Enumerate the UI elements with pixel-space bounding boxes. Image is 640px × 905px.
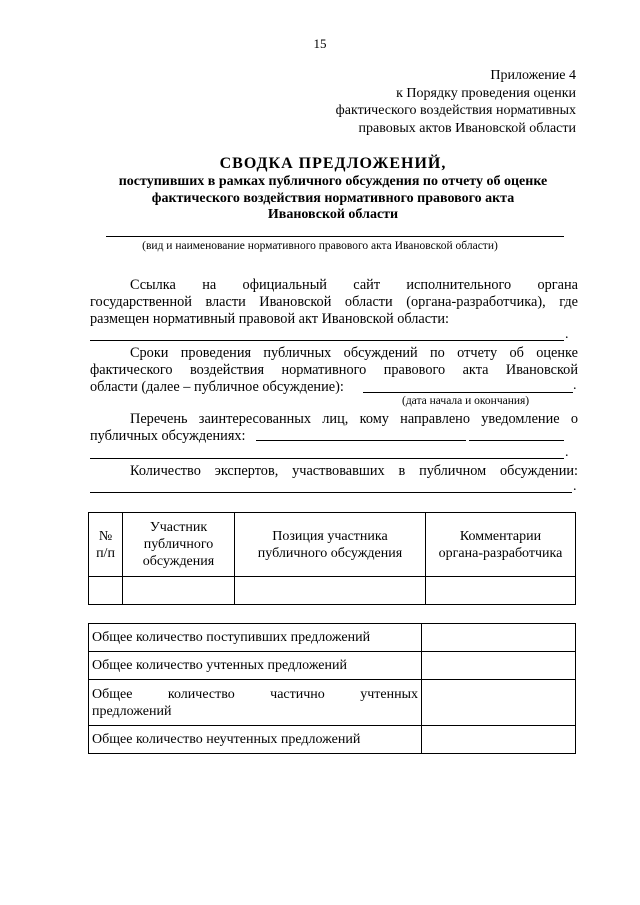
table-cell	[426, 577, 576, 605]
appendix-line: Приложение 4	[490, 68, 576, 83]
title-line: Ивановской области	[267, 207, 399, 222]
summary-value	[422, 624, 576, 652]
period: .	[573, 479, 577, 494]
header-cell-position	[235, 513, 426, 577]
header-text: №	[98, 528, 113, 544]
experts-blank-line	[90, 492, 572, 493]
table-row	[89, 577, 576, 605]
header-cell-participant	[123, 513, 235, 577]
summary-value	[422, 680, 576, 726]
appendix-line: фактического воздействия нормативных	[335, 103, 576, 118]
list-blank-line-2	[469, 440, 564, 441]
header-text: публичного	[143, 537, 214, 552]
header-text: Участник	[149, 520, 208, 535]
link-line: размещен нормативный правовой акт Ивановской области:	[90, 311, 449, 327]
table-cell	[89, 577, 123, 605]
header-text: Позиция участника	[272, 528, 388, 544]
experts-line: Количество экспертов, участвовавших в публичном обсуждении:	[130, 463, 578, 479]
table-row	[89, 652, 576, 680]
table-header-row	[89, 513, 576, 577]
summary-label: Общее количество частично учтенных	[92, 686, 418, 702]
summary-label: Общее количество учтенных предложений	[89, 652, 422, 680]
terms-line: фактического воздействия нормативного правового акта Ивановской	[90, 362, 578, 378]
list-line: публичных обсуждениях:	[90, 428, 246, 444]
header-text: п/п	[96, 545, 115, 561]
table-cell	[123, 577, 235, 605]
act-name-line	[106, 236, 564, 237]
period: .	[565, 445, 569, 460]
list-line: Перечень заинтересованных лиц, кому направлено уведомление о	[130, 411, 578, 427]
summary-table	[88, 623, 576, 754]
proposals-table	[88, 512, 576, 605]
summary-label: Общее количество неучтенных предложений	[89, 726, 422, 754]
summary-label: Общее количество поступивших предложений	[89, 624, 422, 652]
header-text: обсуждения	[142, 554, 215, 569]
summary-value	[422, 726, 576, 754]
header-text: публичного обсуждения	[257, 545, 403, 561]
link-paragraph	[90, 277, 578, 328]
header-text: Комментарии	[459, 528, 542, 544]
period: .	[565, 327, 569, 342]
period: .	[573, 378, 577, 393]
date-caption: (дата начала и окончания)	[402, 395, 530, 407]
page-number: 15	[313, 36, 327, 51]
list-blank-line	[256, 440, 466, 441]
header-text: органа-разработчика	[438, 545, 563, 561]
list-blank-line-3	[90, 458, 564, 459]
experts-paragraph	[90, 463, 578, 480]
date-blank-line	[363, 392, 573, 393]
terms-paragraph	[90, 345, 578, 396]
title-line: поступивших в рамках публичного обсуждения по отчету об оценке	[118, 174, 548, 189]
appendix-header	[336, 67, 576, 137]
table-row	[89, 624, 576, 652]
summary-value	[422, 652, 576, 680]
link-line: Ссылка на официальный сайт исполнительного органа	[130, 277, 578, 293]
table-cell	[235, 577, 426, 605]
header-cell-comments	[426, 513, 576, 577]
header-cell-number	[89, 513, 123, 577]
table-row	[89, 726, 576, 754]
table-row	[89, 680, 576, 726]
title-line: фактического воздействия нормативного правового акта	[151, 190, 515, 206]
terms-line: области (далее – публичное обсуждение):	[90, 379, 344, 395]
summary-label-multiline	[89, 680, 422, 726]
appendix-line: к Порядку проведения оценки	[396, 85, 576, 101]
act-name-caption: (вид и наименование нормативного правового акта Ивановской области)	[142, 240, 498, 252]
document-title	[90, 154, 576, 224]
terms-line: Сроки проведения публичных обсуждений по отчету об оценке	[130, 345, 578, 361]
summary-label: предложений	[92, 703, 172, 719]
link-blank-line	[90, 340, 564, 341]
appendix-line: правовых актов Ивановской области	[358, 120, 576, 136]
title-main: СВОДКА ПРЕДЛОЖЕНИЙ,	[219, 155, 447, 172]
link-line: государственной власти Ивановской области (органа-разработчика), где	[90, 294, 578, 310]
